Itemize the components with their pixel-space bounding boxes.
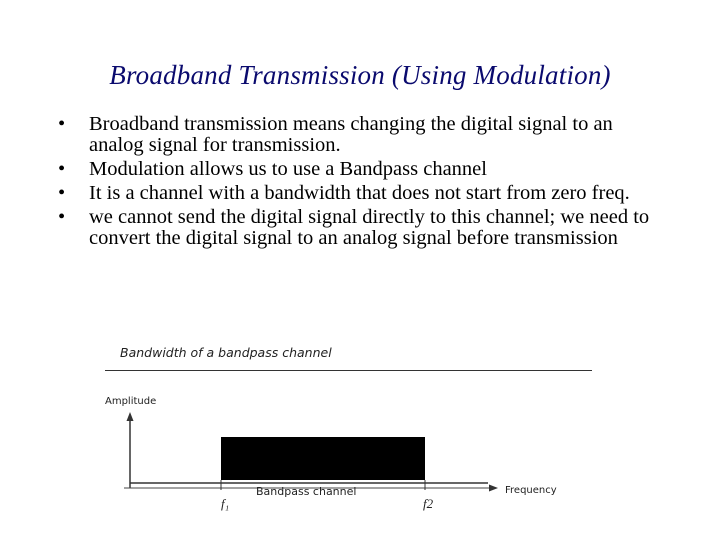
bullet-item: • Modulation allows us to use a Bandpass channel	[58, 159, 668, 180]
bullet-item: • we cannot send the digital signal directly to this channel; we need to convert the digital signal to an analog signal before transmission	[58, 207, 668, 249]
y-axis-arrow-icon	[127, 412, 134, 421]
bandpass-figure	[100, 340, 620, 515]
f1-label: f₁	[221, 496, 230, 511]
bullet-list	[58, 114, 668, 252]
f2-label: f2	[423, 496, 434, 511]
y-axis-label: Amplitude	[105, 396, 157, 407]
x-axis-arrow-icon	[489, 485, 498, 492]
figure-caption: Bandwidth of a bandpass channel	[120, 345, 332, 360]
band-label: Bandpass channel	[256, 485, 357, 498]
slide-title: Broadband Transmission (Using Modulation)	[109, 60, 611, 90]
bullet-item: • It is a channel with a bandwidth that does not start from zero freq.	[58, 183, 668, 204]
x-axis-label: Frequency	[505, 485, 557, 496]
bandpass-band	[221, 437, 425, 480]
bullet-item: • Broadband transmission means changing the digital signal to an analog signal for transmission.	[58, 114, 668, 156]
